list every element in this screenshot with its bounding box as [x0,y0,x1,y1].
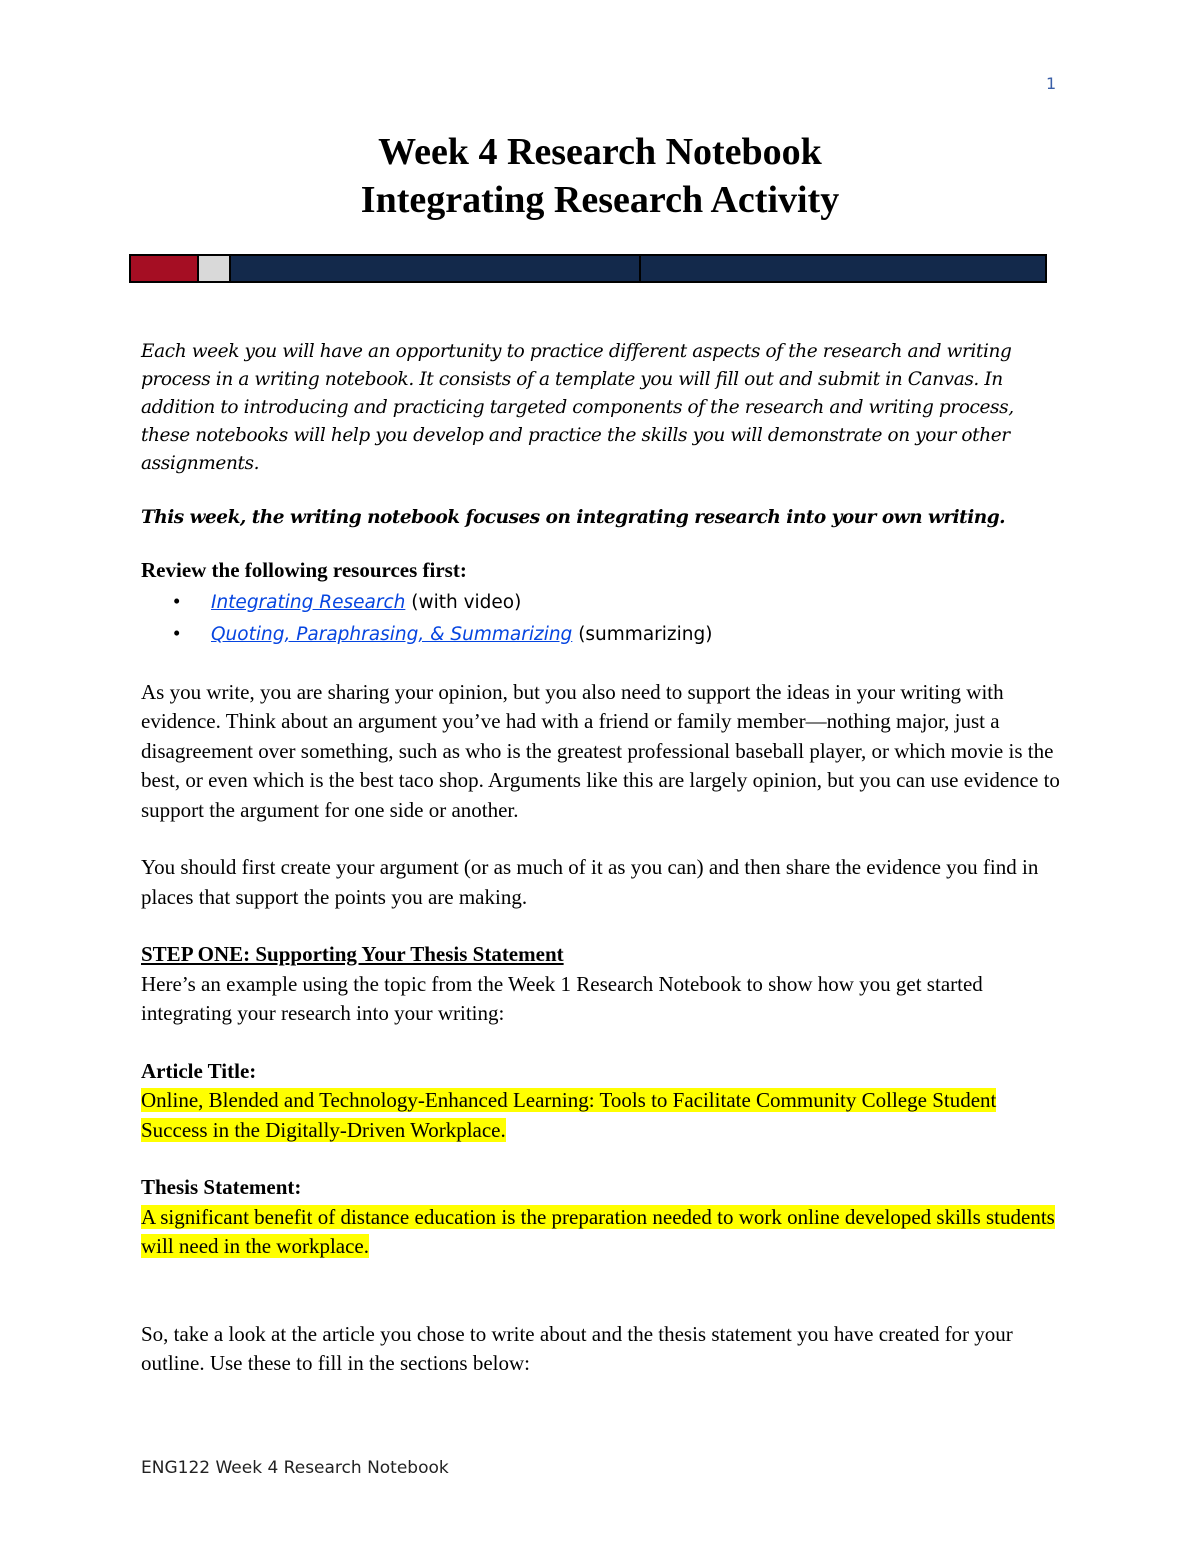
title-line-1: Week 4 Research Notebook [378,131,822,173]
step-one-heading: STEP ONE: Supporting Your Thesis Statement [141,942,564,966]
resource-note: (summarizing) [572,623,713,645]
article-title-value [141,1086,1061,1145]
banner-red-segment [131,256,199,281]
bullet-icon: • [173,620,181,645]
decorative-banner [129,254,1047,283]
thesis-value [141,1203,1061,1262]
evidence-paragraph: You should first create your argument (or as much of it as you can) and then share the evidence you find in places that support the points you are making. [141,855,1039,909]
argument-paragraph: As you write, you are sharing your opinion, but you also need to support the ideas in your writing with evidence. Think about an argument you’ve had with a friend or family member—nothing major, just a disagreement over something, such as who is the greatest professional baseball player, or which movie is the best, or even which is the best taco shop. Arguments like this are largely opinion, but you can use evidence to support the argument for one side or another. [141,679,1060,822]
banner-navy-segment [231,256,641,281]
banner-navy-segment-right [641,256,1045,281]
intro-paragraph: Each week you will have an opportunity to practice different aspects of the research and writing process in a writing notebook. It consists of a template you will fill out and submit in Canvas. In addition to introducing and practicing targeted components of the research and writing process, these notebooks will help you develop and practice the skills you will demonstrate on your other assignments. [141,341,1014,474]
closing-paragraph: So, take a look at the article you chose to write about and the thesis statement you have created for your outline. Use these to fill in the sections below: [141,1321,1013,1375]
article-title-highlight: Online, Blended and Technology-Enhanced Learning: Tools to Facilitate Community College Student Success in the Digitally-Driven Workplace. [141,1088,997,1142]
review-heading: Review the following resources first: [141,558,467,582]
bullet-icon: • [173,588,181,613]
integrating-research-link[interactable]: Integrating Research [211,591,406,613]
document-title [0,128,1200,224]
focus-statement: This week, the writing notebook focuses on integrating research into your own writing. [141,507,1006,528]
quoting-paraphrasing-summarizing-link[interactable]: Quoting, Paraphrasing, & Summarizing [211,623,573,645]
step-one-text: Here’s an example using the topic from the Week 1 Research Notebook to show how you get started integrating your research into your writing: [141,971,983,1025]
document-body [141,338,1061,1379]
resource-list [141,586,1061,650]
resource-note: (with video) [405,591,522,613]
article-title-label: Article Title: [141,1058,257,1083]
thesis-label: Thesis Statement: [141,1175,302,1199]
title-line-2: Integrating Research Activity [360,179,840,221]
list-item [141,586,1061,618]
page-footer: ENG122 Week 4 Research Notebook [141,1458,449,1478]
banner-gray-segment [199,256,231,281]
page-number: 1 [1046,74,1057,93]
list-item [141,618,1061,650]
thesis-highlight: A significant benefit of distance education is the preparation needed to work online developed skills students will need in the workplace. [141,1204,1055,1258]
